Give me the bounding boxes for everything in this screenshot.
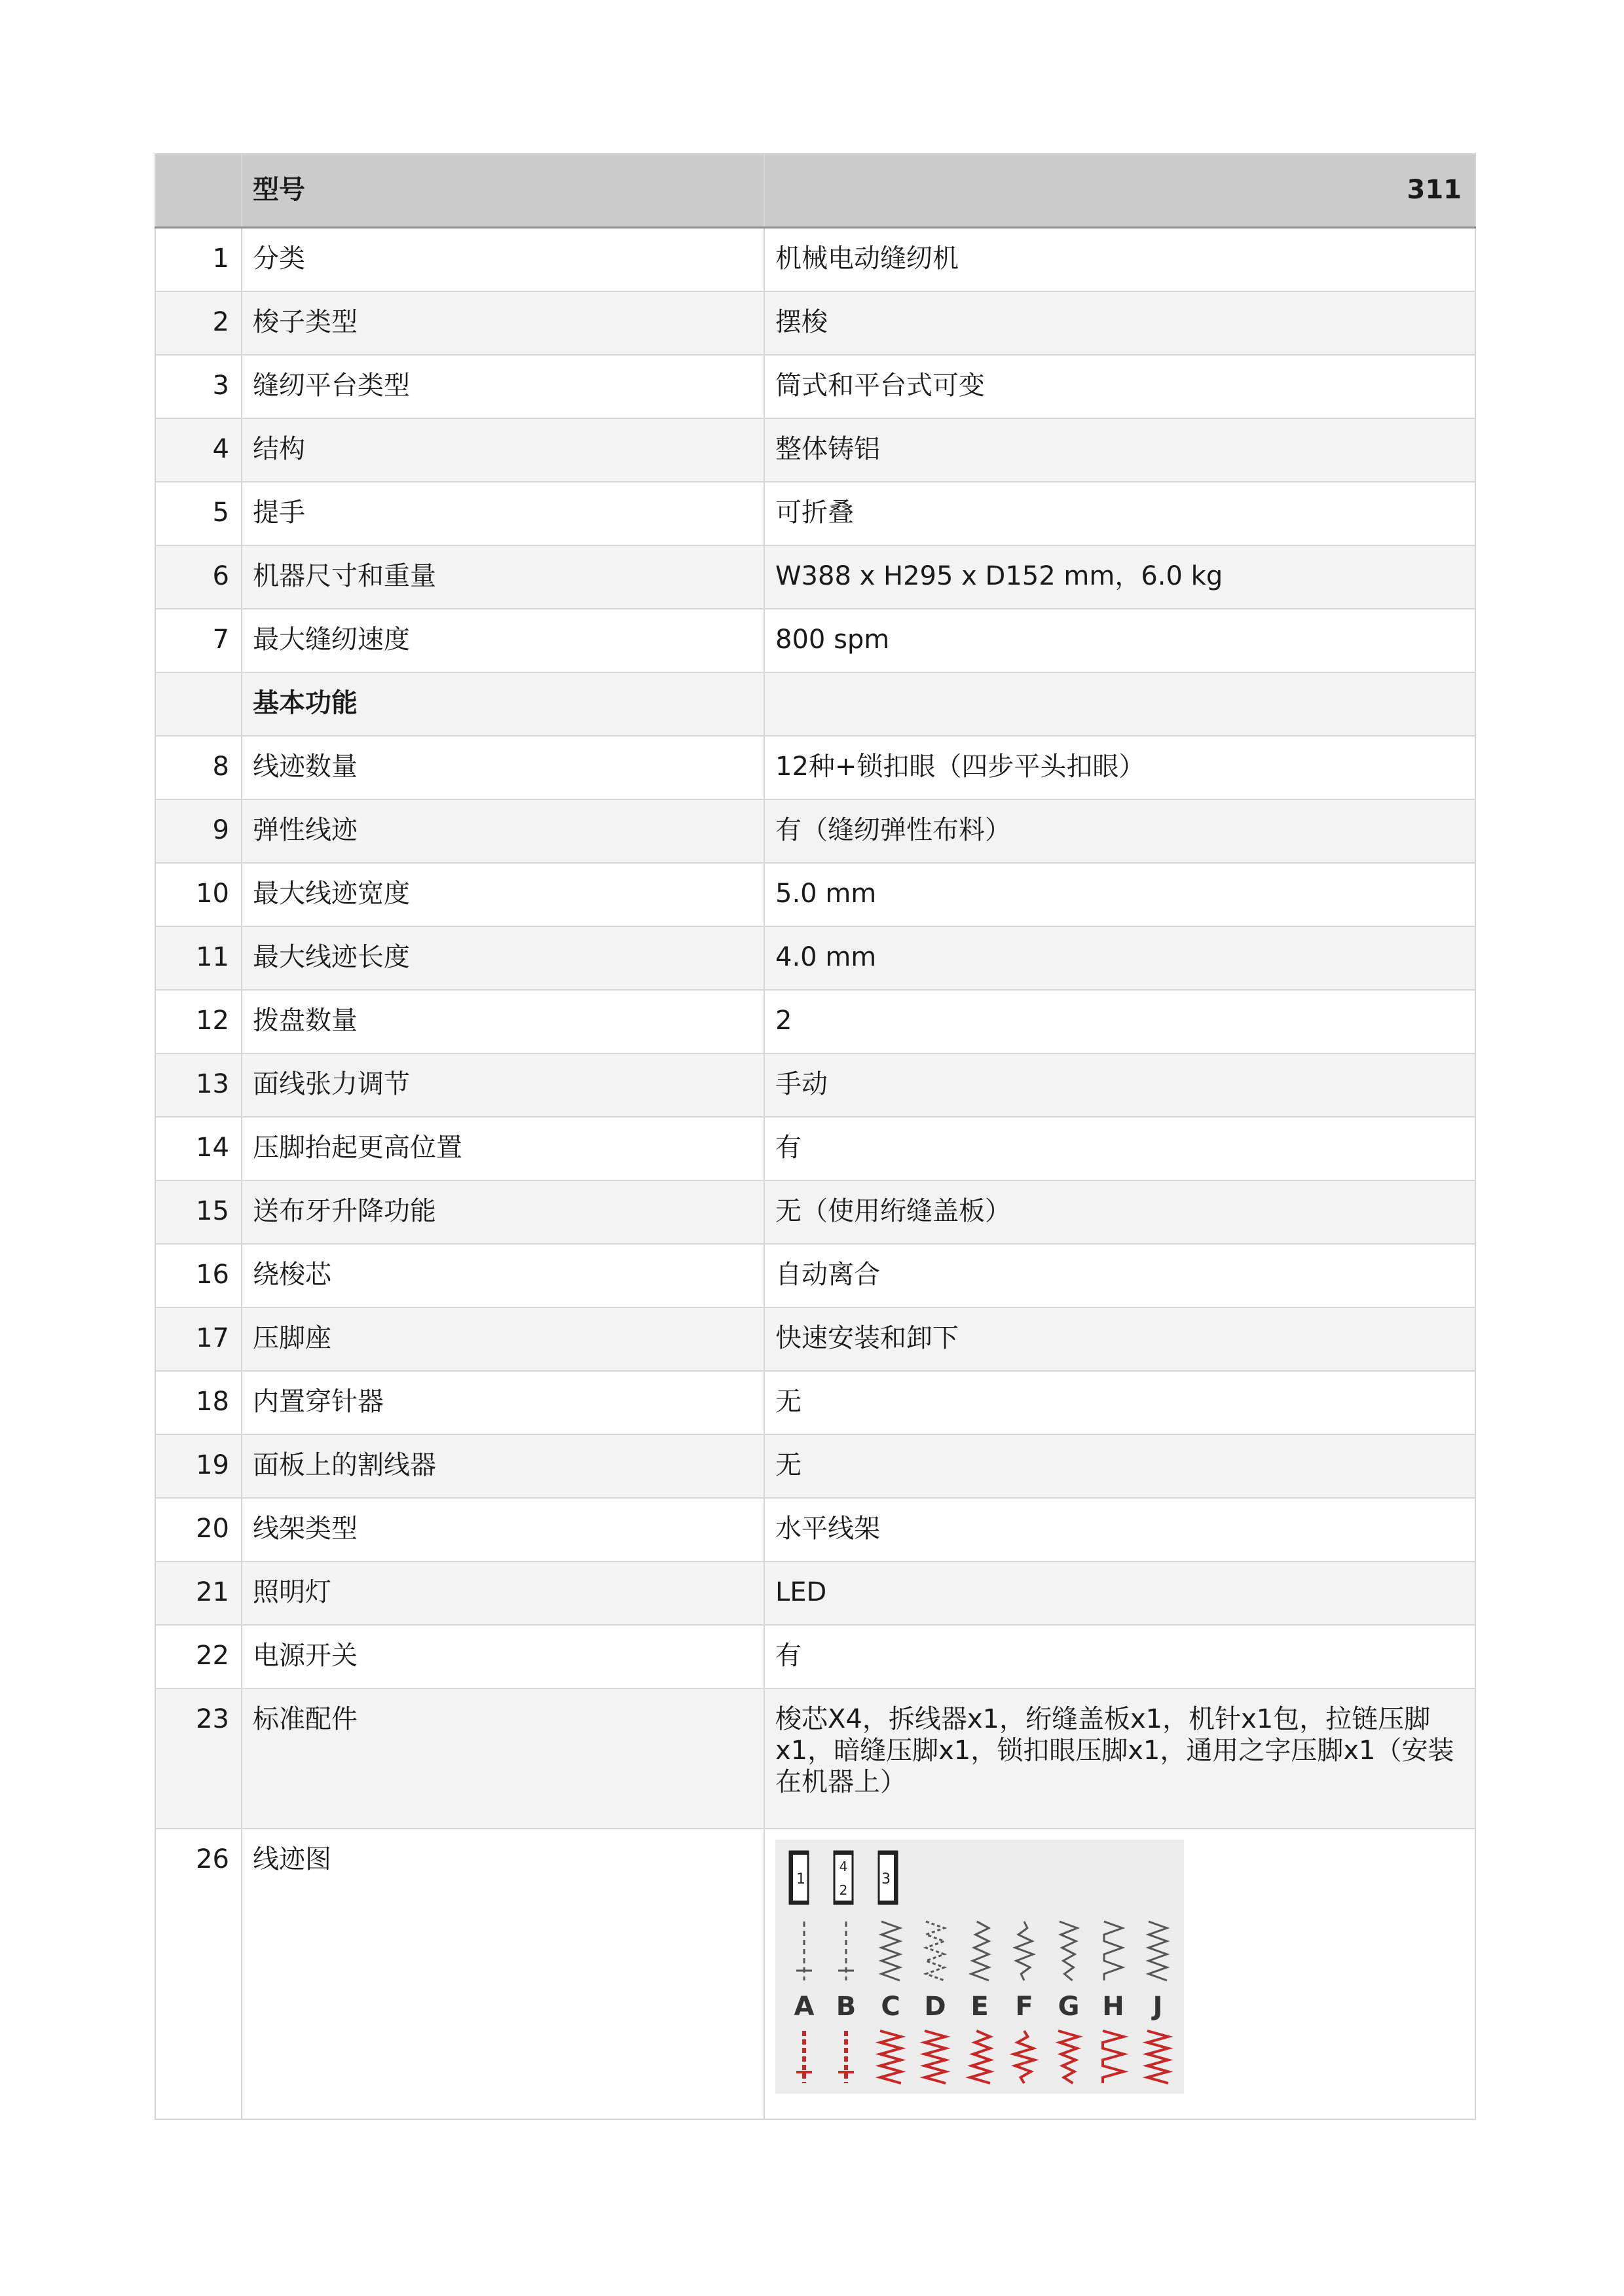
row-label: 压脚座 (242, 1307, 764, 1371)
row-number: 19 (155, 1434, 242, 1498)
buttonhole-step-label: 3 (881, 1871, 891, 1887)
row-label: 绕梭芯 (242, 1244, 764, 1307)
row-number: 7 (155, 609, 242, 672)
table-row (155, 291, 1475, 355)
table-row (155, 1434, 1475, 1498)
table-row (155, 1244, 1475, 1307)
row-label: 提手 (242, 482, 764, 545)
row-number: 6 (155, 545, 242, 609)
table-row (155, 355, 1475, 418)
table-row (155, 609, 1475, 672)
row-label: 最大线迹长度 (242, 926, 764, 990)
table-row (155, 799, 1475, 863)
row-label: 最大缝纫速度 (242, 609, 764, 672)
row-label: 电源开关 (242, 1625, 764, 1688)
buttonhole-step-label: 2 (839, 1882, 848, 1898)
header-label: 型号 (242, 154, 764, 228)
stitch-chart-image (775, 1840, 1184, 2094)
row-value: 手动 (764, 1053, 1475, 1117)
row-number: 11 (155, 926, 242, 990)
table-row (155, 1498, 1475, 1561)
row-value: 筒式和平台式可变 (764, 355, 1475, 418)
table-row (155, 1371, 1475, 1434)
row-value: 梭芯X4，拆线器x1，绗缝盖板x1，机针x1包，拉链压脚x1，暗缝压脚x1，锁扣眼压脚x1，通用之字压脚x1（安装在机器上） (764, 1688, 1475, 1829)
row-value: 12种+锁扣眼（四步平头扣眼） (764, 736, 1475, 799)
stitch-letter: H (1102, 1992, 1124, 2022)
row-value: 有 (764, 1117, 1475, 1180)
row-number: 21 (155, 1561, 242, 1625)
stitch-letter: G (1058, 1992, 1080, 2022)
row-number: 13 (155, 1053, 242, 1117)
row-value: 摆梭 (764, 291, 1475, 355)
row-label: 照明灯 (242, 1561, 764, 1625)
header-num-cell (155, 154, 242, 228)
row-number: 20 (155, 1498, 242, 1561)
section-title: 基本功能 (242, 672, 764, 736)
row-label: 标准配件 (242, 1688, 764, 1829)
stitch-letter: B (836, 1992, 857, 2022)
row-value: 800 spm (764, 609, 1475, 672)
table-row (155, 482, 1475, 545)
row-label: 线迹数量 (242, 736, 764, 799)
row-number: 15 (155, 1180, 242, 1244)
row-number: 9 (155, 799, 242, 863)
row-label: 面线张力调节 (242, 1053, 764, 1117)
row-value: 水平线架 (764, 1498, 1475, 1561)
row-number: 4 (155, 418, 242, 482)
table-row (155, 1688, 1475, 1829)
table-row (155, 228, 1475, 292)
table-row (155, 863, 1475, 926)
row-value: 可折叠 (764, 482, 1475, 545)
row-value: 整体铸铝 (764, 418, 1475, 482)
row-value: 自动离合 (764, 1244, 1475, 1307)
row-label: 面板上的割线器 (242, 1434, 764, 1498)
row-number: 22 (155, 1625, 242, 1688)
row-value: 有（缝纫弹性布料） (764, 799, 1475, 863)
row-value: W388 x H295 x D152 mm，6.0 kg (764, 545, 1475, 609)
table-row (155, 1053, 1475, 1117)
spec-table (155, 153, 1476, 2120)
header-model: 311 (764, 154, 1475, 228)
table-row (155, 1625, 1475, 1688)
stitch-diagram-row (155, 1829, 1475, 2119)
section-num-cell (155, 672, 242, 736)
stitch-letter: D (924, 1992, 946, 2022)
row-label: 梭子类型 (242, 291, 764, 355)
row-number: 18 (155, 1371, 242, 1434)
stitch-letter: J (1153, 1992, 1163, 2022)
row-value: 有 (764, 1625, 1475, 1688)
table-row (155, 1561, 1475, 1625)
row-number: 1 (155, 228, 242, 292)
table-row (155, 545, 1475, 609)
row-number: 8 (155, 736, 242, 799)
stitch-diagram-cell (764, 1829, 1475, 2119)
row-number: 23 (155, 1688, 242, 1829)
row-value: 无 (764, 1371, 1475, 1434)
row-label: 线架类型 (242, 1498, 764, 1561)
row-value: 4.0 mm (764, 926, 1475, 990)
row-value: 5.0 mm (764, 863, 1475, 926)
row-label: 分类 (242, 228, 764, 292)
row-label: 缝纫平台类型 (242, 355, 764, 418)
row-value: LED (764, 1561, 1475, 1625)
table-row (155, 926, 1475, 990)
row-value: 无 (764, 1434, 1475, 1498)
row-number: 5 (155, 482, 242, 545)
buttonhole-step-label: 4 (839, 1859, 848, 1874)
stitch-letter: C (881, 1992, 900, 2022)
row-number: 10 (155, 863, 242, 926)
section-value-cell (764, 672, 1475, 736)
stitch-letter: E (970, 1992, 989, 2022)
row-value: 机械电动缝纫机 (764, 228, 1475, 292)
row-value: 2 (764, 990, 1475, 1053)
section-row (155, 672, 1475, 736)
row-label: 压脚抬起更高位置 (242, 1117, 764, 1180)
row-number: 2 (155, 291, 242, 355)
row-label: 结构 (242, 418, 764, 482)
table-row (155, 990, 1475, 1053)
table-row (155, 418, 1475, 482)
row-label: 送布牙升降功能 (242, 1180, 764, 1244)
row-label: 线迹图 (242, 1829, 764, 2119)
table-row (155, 1307, 1475, 1371)
table-header-row (155, 154, 1475, 228)
row-number: 12 (155, 990, 242, 1053)
table-row (155, 1180, 1475, 1244)
row-label: 内置穿针器 (242, 1371, 764, 1434)
row-label: 拨盘数量 (242, 990, 764, 1053)
row-label: 最大线迹宽度 (242, 863, 764, 926)
buttonhole-step-label: 1 (796, 1871, 805, 1887)
row-label: 机器尺寸和重量 (242, 545, 764, 609)
row-value: 快速安装和卸下 (764, 1307, 1475, 1371)
row-number: 17 (155, 1307, 242, 1371)
row-number: 26 (155, 1829, 242, 2119)
row-value: 无（使用绗缝盖板） (764, 1180, 1475, 1244)
stitch-letter: A (794, 1992, 815, 2022)
row-number: 14 (155, 1117, 242, 1180)
row-number: 3 (155, 355, 242, 418)
row-label: 弹性线迹 (242, 799, 764, 863)
row-number: 16 (155, 1244, 242, 1307)
stitch-letter: F (1015, 1992, 1033, 2022)
stitch-letters (794, 1992, 1163, 2022)
table-row (155, 736, 1475, 799)
table-row (155, 1117, 1475, 1180)
